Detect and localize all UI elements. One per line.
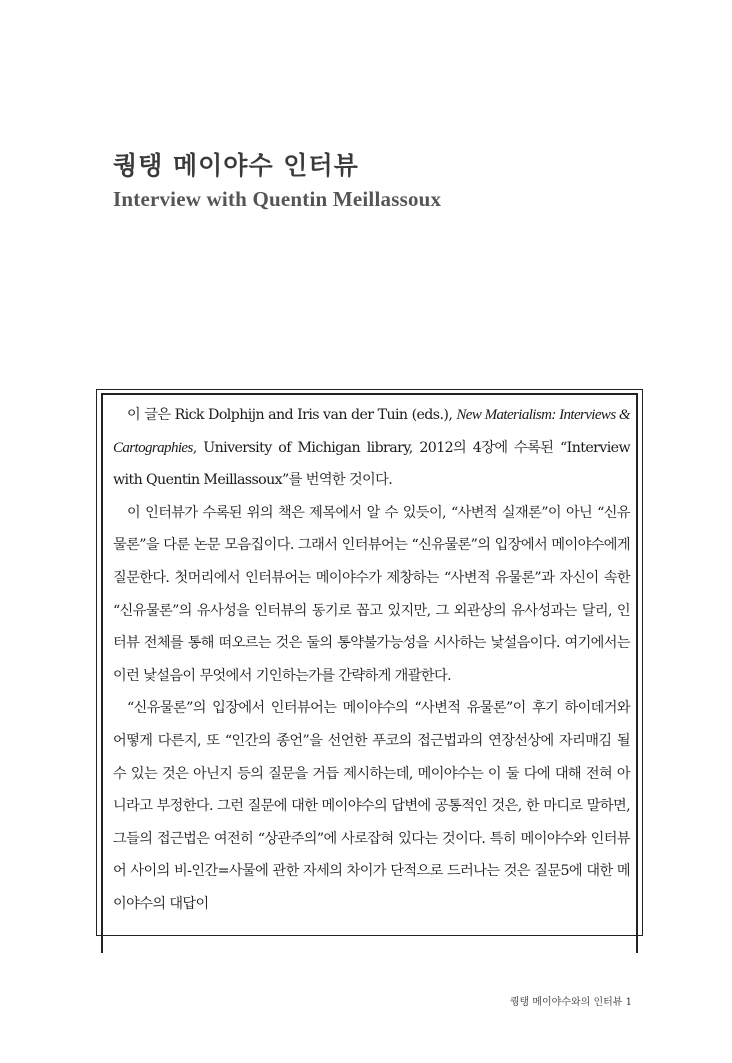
abstract-box (113, 399, 630, 921)
abstract-p1-text-end: , University of Michigan library, 2012의 4장에 수록된 “Interview with Quentin Meillassoux”를 번역한 것이다. (113, 439, 630, 489)
abstract-p1-book-title: New Materialism: Interviews & Cartographies (113, 407, 630, 456)
abstract-paragraph-1 (113, 399, 630, 497)
abstract-paragraph-2: 이 인터뷰가 수록된 위의 책은 제목에서 알 수 있듯이, “사변적 실재론”이 아닌 “신유물론”을 다룬 논문 모음집이다. 그래서 인터뷰어는 “신유물론”의 입장에서 메이야수에게 질문한다. 첫머리에서 인터뷰어는 메이야수가 제창하는 “사변적 유물론”과 자신이 속한 “신유물론”의 유사성을 인터뷰의 동기로 꼽고 있지만, 그 외관상의 유사성과는 달리, 인터뷰 전체를 통해 떠오르는 것은 둘의 통약불가능성을 시사하는 낯설음이다. 여기에서는 이런 낯설음이 무엇에서 기인하는가를 간략하게 개괄한다. (113, 504, 630, 684)
article-title-korean: 퀑탱 메이야수 인터뷰 (113, 151, 359, 180)
article-title-english: Interview with Quentin Meillassoux (113, 187, 442, 211)
page-footer: 퀑탱 메이야수와의 인터뷰 1 (509, 997, 632, 1008)
abstract-p1-text-start: 이 글은 Rick Dolphijn and Iris van der Tuin (eds.), (127, 407, 457, 423)
abstract-paragraph-3: “신유물론”의 입장에서 인터뷰어는 메이야수의 “사변적 유물론”이 후기 하이데거와 어떻게 다른지, 또 “인간의 종언”을 선언한 푸코의 접근법과의 연장선상에 자리매김 될 수 있는 것은 아닌지 등의 질문을 거듭 제시하는데, 메이야수는 이 둘 다에 대해 전혀 아니라고 부정한다. 그런 질문에 대한 메이야수의 답변에 공통적인 것은, 한 마디로 말하면, 그들의 접근법은 여전히 “상관주의”에 사로잡혀 있다는 것이다. 특히 메이야수와 인터뷰어 사이의 비-인간=사물에 관한 자세의 차이가 단적으로 드러나는 것은 질문5에 대한 메이야수의 대답이 (113, 700, 630, 912)
